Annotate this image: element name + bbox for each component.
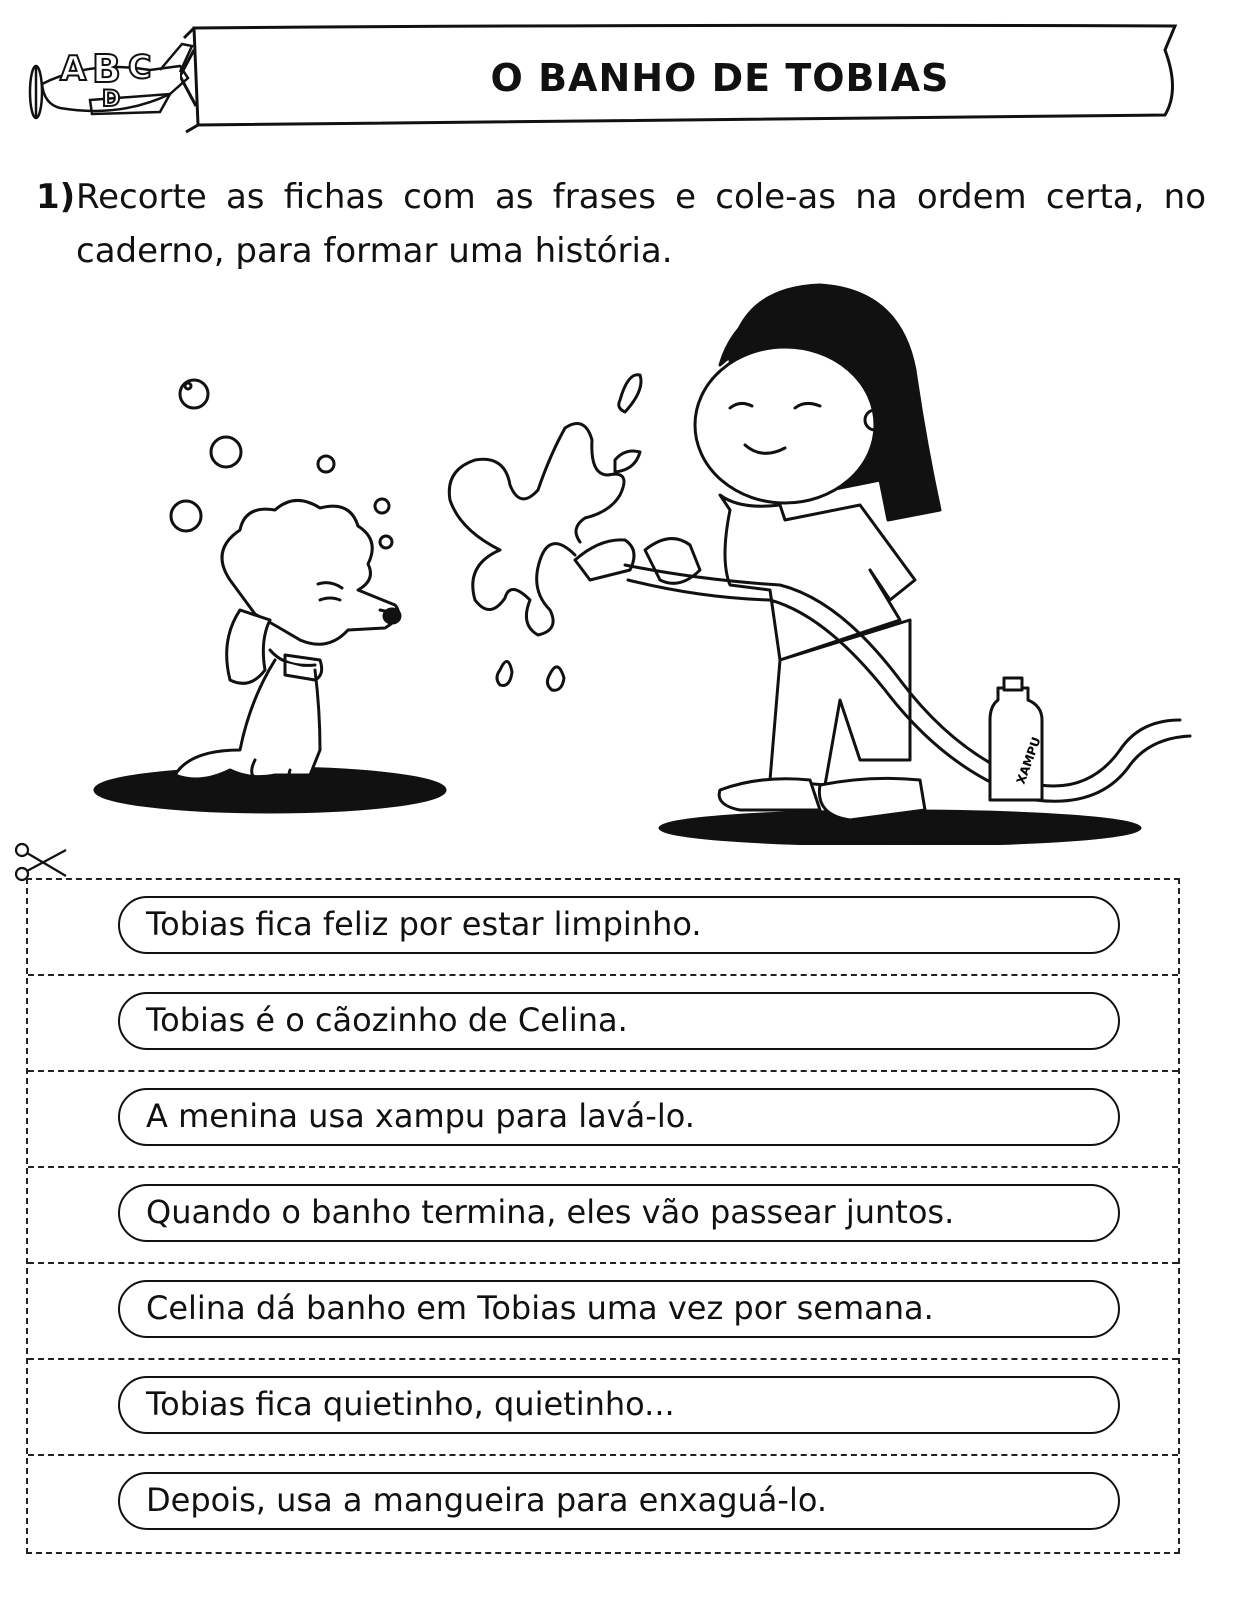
sentence-strip-1: Tobias fica feliz por estar limpinho.	[118, 896, 1120, 954]
strip-row	[28, 1264, 1178, 1360]
strip-row	[28, 976, 1178, 1072]
sentence-strip-6: Tobias fica quietinho, quietinho...	[118, 1376, 1120, 1434]
girl-celina	[575, 285, 940, 820]
bath-illustration	[80, 280, 1220, 845]
question-1	[36, 170, 1206, 278]
strip-row	[28, 1360, 1178, 1456]
page-title: O BANHO DE TOBIAS	[490, 56, 950, 100]
water-splash	[449, 375, 641, 691]
sentence-strip-3: A menina usa xampu para lavá-lo.	[118, 1088, 1120, 1146]
strip-row	[28, 1072, 1178, 1168]
sentence-strip-4: Quando o banho termina, eles vão passear juntos.	[118, 1184, 1120, 1242]
svg-text:C: C	[128, 48, 152, 86]
sentence-strip-7: Depois, usa a mangueira para enxaguá-lo.	[118, 1472, 1120, 1530]
strip-row	[28, 880, 1178, 976]
shampoo-label: XAMPU	[1013, 735, 1044, 787]
strip-row	[28, 1168, 1178, 1264]
question-number: 1)	[36, 177, 76, 217]
dog-tobias	[175, 500, 400, 781]
question-text: Recorte as fichas com as frases e cole-as na ordem certa, no caderno, para formar uma história.	[76, 177, 1206, 271]
abc-airplane-logo	[20, 22, 198, 122]
strip-row	[28, 1456, 1178, 1552]
sentence-strip-2: Tobias é o cãozinho de Celina.	[118, 992, 1120, 1050]
svg-text:B: B	[92, 47, 121, 91]
sentence-strip-5: Celina dá banho em Tobias uma vez por semana.	[118, 1280, 1120, 1338]
svg-text:D: D	[102, 87, 121, 112]
svg-text:A: A	[60, 49, 87, 89]
sentence-strips	[26, 878, 1180, 1554]
